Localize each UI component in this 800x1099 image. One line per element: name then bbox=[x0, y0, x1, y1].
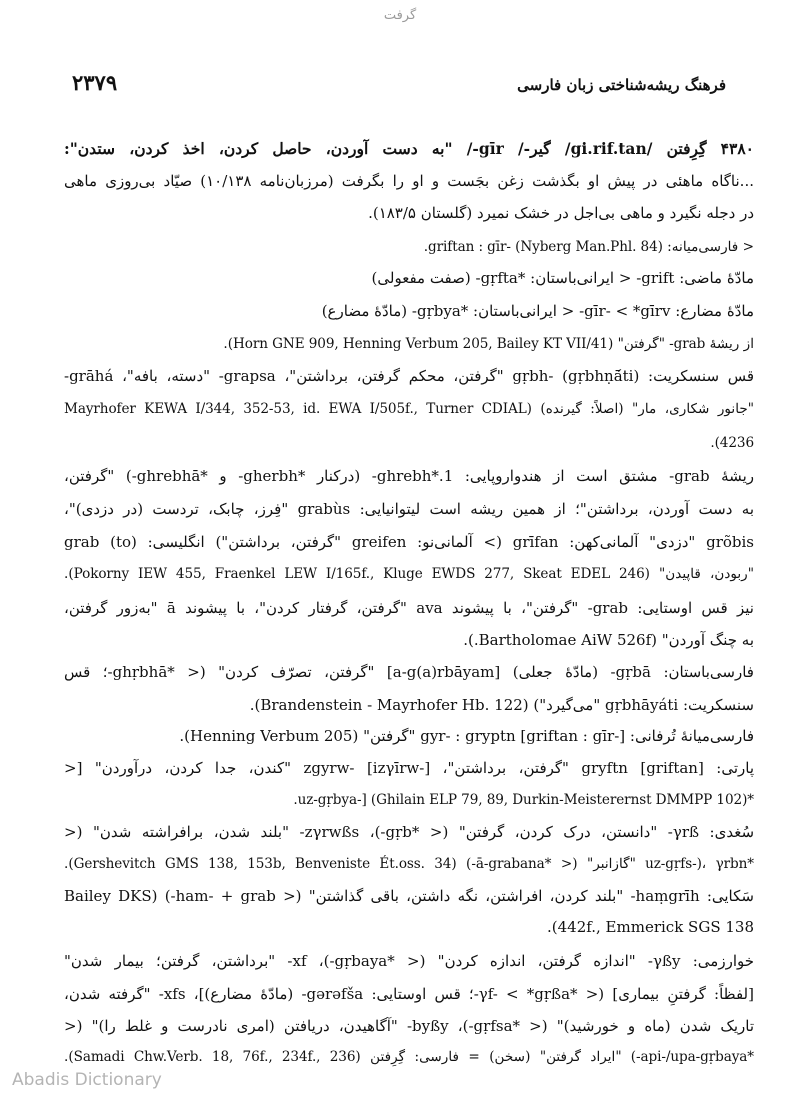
entry-line: grõbis "دزدی" آلمانی‌کهن: grīfan (> آلمانی‌نو: greifen "گرفتن، برداشتن") انگلیسی: (to) grab bbox=[64, 533, 754, 551]
entry-line: پارتی: gryftn [griftan] "گرفتن، برداشتن"، zgyrw- [izγīrw-] "کندن، جدا کردن، درآوردن" [< bbox=[64, 759, 754, 777]
entry-line: به چنگ آوردن" (Bartholomae AiW 526f.). bbox=[463, 631, 754, 649]
entry-line: خوارزمی: γßy- "اندازه گرفتن، اندازه کردن" (< *gṛbaya-)، xf- "برداشتن، گرفتن؛ بیمار شدن" bbox=[64, 952, 754, 970]
entry-line: [لفظاً: گرفتنِ بیماری] (< *γf- < *gṛßa-؛ قس اوستایی: gərəfša- (مادّهٔ مضارع)]، xfs- "گرفته شدن، bbox=[64, 985, 754, 1003]
entry-line: فارسی‌میانهٔ تُرفانی: gyr- : gryptn [griftan : gīr-] "گرفتن" (Henning Verbum 205). bbox=[179, 727, 754, 745]
entry-line: قس سنسکریت: gṛbh- (gṛbhṇā́ti) "گرفتن، محکم گرفتن، برداشتن"، grapsa- "دسته، بافه"، grāhá- bbox=[64, 367, 754, 385]
entry-line: ...ناگاه ماهئی در پیش او بگذشت زغن بجَست و او را بگرفت (مرزبان‌نامه ۱۰/۱۳۸) صیّاد بی‌روزی ماهی bbox=[64, 172, 754, 190]
entry-line: 4236). bbox=[710, 435, 754, 451]
entry-line: تاریک شدن (ماه و خورشید)" (< *gṛfsa-)، byßy- "آگاهیدن، دریافتن (امری نادرست و غلط را)" (< bbox=[64, 1017, 754, 1035]
entry-line: < فارسی‌میانه: griftan : gīr- (Nyberg Man.Phl. 84). bbox=[423, 239, 754, 255]
entry-headword-line: ۴۳۸۰ گِرِفتن /gi.rif.tan/ گیر-/ gīr-/ "به دست آوردن، حاصل کردن، اخذ کردن، ستدن": bbox=[64, 139, 754, 158]
entry-line: *uz-gṛfs-)، γrbn "گازانبر" (< *ā-grabana-) (Gershevitch GMS 138, 153b, Benveniste Ét.oss. 34). bbox=[64, 856, 754, 872]
entry-line: در دجله نگیرد و ماهی بی‌اجل در خشک نمیرد (گلستان ۱۸۳/۵). bbox=[368, 204, 754, 222]
running-head: فرهنگ ریشه‌شناختی زبان فارسی bbox=[517, 76, 726, 94]
entry-line: سُغدی: γrß- "دانستن، درک کردن، گرفتن" (< *gṛb-)، zγrwßs- "بلند شدن، برافراشته شدن" (< bbox=[64, 823, 754, 841]
entry-line: مادّهٔ ماضی: grift- < ایرانی‌باستان: *gṛfta- (صفت مفعولی) bbox=[371, 269, 754, 287]
entry-line: *uz-gṛbya-] (Ghilain ELP 79, 89, Durkin-Meisterernst DMMPP 102). bbox=[293, 792, 754, 808]
entry-line: از ریشهٔ grab- "گرفتن" (Horn GNE 909, Henning Verbum 205, Bailey KT VII/41). bbox=[223, 336, 754, 352]
watermark: Abadis Dictionary bbox=[12, 1070, 162, 1090]
entry-line: فارسی‌باستان: gṛbā- (مادّهٔ جعلی) [a-g(a)rbāyam] "گرفتن، تصرّف کردن" (< *ghṛbhā-؛ قس bbox=[64, 663, 754, 681]
entry-line: مادّهٔ مضارع: gīr- < *gīrv- < ایرانی‌باستان: *gṛbya- (مادّهٔ مضارع) bbox=[321, 302, 754, 320]
entry-line: سنسکریت: gṛbhāyáti "می‌گیرد") (Brandenstein - Mayrhofer Hb. 122). bbox=[249, 696, 754, 714]
entry-line: به دست آوردن، برداشتن"؛ از همین ریشه است لیتوانیایی: grabùs "فِرز، چابک، تردست (در دزدی)"، bbox=[64, 500, 754, 518]
entry-line: 442f., Emmerick SGS 138). bbox=[546, 918, 754, 936]
page-number: ۲۳۷۹ bbox=[72, 70, 118, 95]
entry-line: نیز قس اوستایی: grab- "گرفتن"، با پیشوند ava "گرفتن، گرفتار کردن"، با پیشوند ā "به‌زور گرفتن، bbox=[64, 599, 754, 617]
entry-line: "ربودن، قاپیدن" (Pokorny IEW 455, Fraenkel LEW I/165f., Kluge EWDS 277, Skeat EDEL 246). bbox=[64, 566, 754, 582]
entry-line: *api-/upa-gṛbaya-) "ایراد گرفتن" (سخن) = فارسی: گِرِفتن (Samadi Chw.Verb. 18, 76f., 234f., 236). bbox=[64, 1049, 754, 1065]
entry-line: "جانور شکاری، مار" (اصلاً: گیرنده) (Mayrhofer KEWA I/344, 352-53, id. EWA I/505f., Turner CDIAL bbox=[64, 401, 754, 417]
entry-line: ریشهٔ grab- مشتق است از هندواروپایی: 1.*ghrebh- (درکنار *gherbh- و *ghrebhā-) "گرفتن، bbox=[64, 467, 754, 485]
site-title: گرفت bbox=[383, 8, 417, 23]
entry-line: سَکایی: haṃgrīh- "بلند کردن، افراشتن، نگه داشتن، باقی گذاشتن" (< ham- + grab-) (Bailey DKS bbox=[64, 887, 754, 905]
